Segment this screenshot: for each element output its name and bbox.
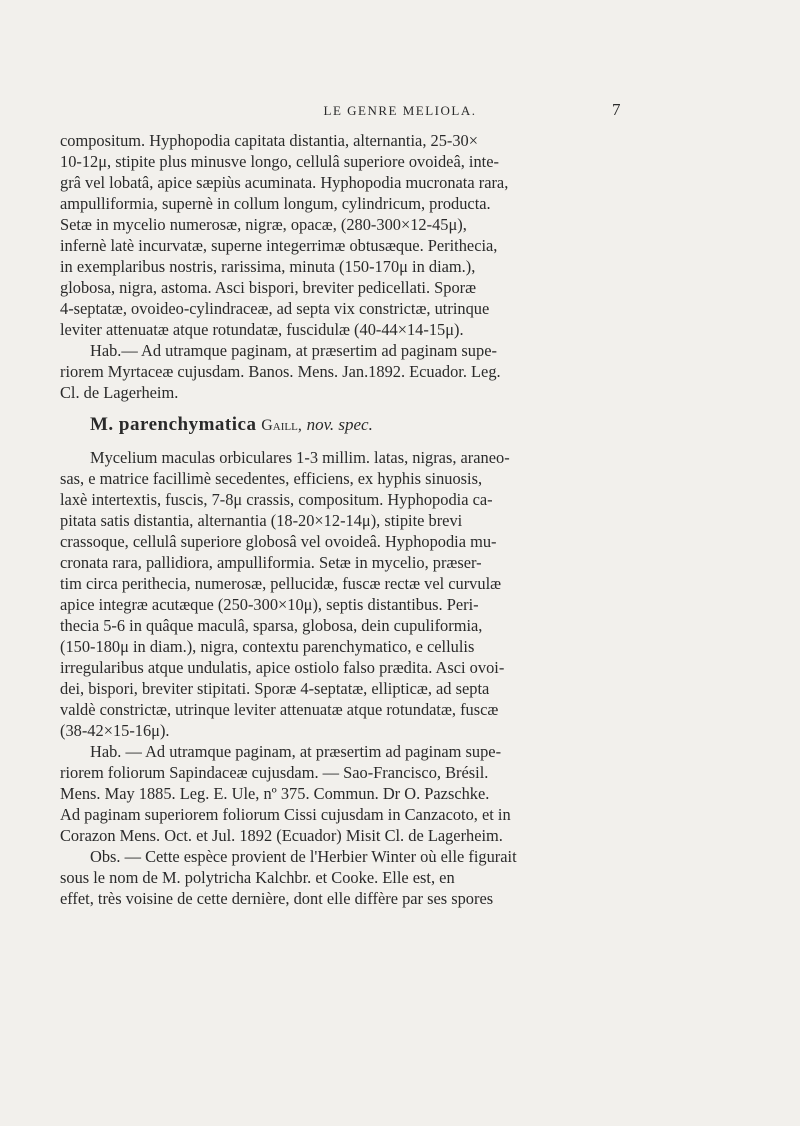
observation-line: Obs. — Cette espèce provient de l'Herbier Winter où elle figurait — [90, 847, 517, 866]
text-line: ampulliformia, supernè in collum longum, cylindricum, producta. — [60, 194, 491, 213]
text-line: crassoque, cellulâ superiore globosâ vel ovoideâ. Hyphopodia mu- — [60, 532, 497, 551]
text-line: apice integræ acutæque (250-300×10μ), septis distantibus. Peri- — [60, 595, 479, 614]
description-block-1 — [60, 130, 638, 403]
species-name: M. parenchymatica — [90, 414, 257, 435]
text-line: thecia 5-6 in quâque maculâ, sparsa, globosa, dein cupuliformia, — [60, 616, 483, 635]
page-number: 7 — [612, 100, 621, 119]
text-line: grâ vel lobatâ, apice sæpiùs acuminata. Hyphopodia mucronata rara, — [60, 173, 509, 192]
species-status: nov. spec. — [306, 415, 373, 434]
text-line: dei, bispori, breviter stipitati. Sporæ 4-septatæ, ellipticæ, ad septa — [60, 679, 490, 698]
species-heading — [60, 403, 638, 447]
text-line: riorem foliorum Sapindaceæ cujusdam. — Sao-Francisco, Brésil. — [60, 763, 489, 782]
text-line: compositum. Hyphopodia capitata distantia, alternantia, 25-30× — [60, 131, 478, 150]
text-line: (38-42×15-16μ). — [60, 721, 170, 740]
description-block-2 — [60, 447, 638, 909]
text-line: laxè intertextis, fuscis, 7-8μ crassis, compositum. Hyphopodia ca- — [60, 490, 493, 509]
body-text — [60, 130, 638, 909]
text-line: Mens. May 1885. Leg. E. Ule, nº 375. Commun. Dr O. Pazschke. — [60, 784, 490, 803]
text-line: 4-septatæ, ovoideo-cylindraceæ, ad septa vix constrictæ, utrinque — [60, 299, 490, 318]
text-line: cronata rara, pallidiora, ampulliformia. Setæ in mycelio, præser- — [60, 553, 482, 572]
text-line: valdè constrictæ, utrinque leviter attenuatæ atque rotundatæ, fuscæ — [60, 700, 499, 719]
text-line: riorem Myrtaceæ cujusdam. Banos. Mens. Jan.1892. Ecuador. Leg. — [60, 362, 501, 381]
text-line: in exemplaribus nostris, rarissima, minuta (150-170μ in diam.), — [60, 257, 476, 276]
running-title: LE GENRE MELIOLA. — [323, 103, 477, 118]
text-line: tim circa perithecia, numerosæ, pellucidæ, fuscæ rectæ vel curvulæ — [60, 574, 502, 593]
text-line: sous le nom de M. polytricha Kalchbr. et Cooke. Elle est, en — [60, 868, 455, 887]
species-author: Gaill, — [261, 417, 302, 434]
text-line: Mycelium maculas orbiculares 1-3 millim. latas, nigras, araneo- — [90, 448, 510, 467]
habitat-line: Hab.— Ad utramque paginam, at præsertim ad paginam supe- — [90, 341, 497, 360]
text-line: infernè latè incurvatæ, superne integerrimæ obtusæque. Perithecia, — [60, 236, 498, 255]
text-line: Cl. de Lagerheim. — [60, 383, 179, 402]
text-line: irregularibus atque undulatis, apice ostiolo falso prædita. Asci ovoi- — [60, 658, 505, 677]
text-line: Corazon Mens. Oct. et Jul. 1892 (Ecuador) Misit Cl. de Lagerheim. — [60, 826, 503, 845]
text-line: Ad paginam superiorem foliorum Cissi cujusdam in Canzacoto, et in — [60, 805, 511, 824]
text-line: globosa, nigra, astoma. Asci bispori, breviter pedicellati. Sporæ — [60, 278, 477, 297]
text-line: pitata satis distantia, alternantia (18-20×12-14μ), stipite brevi — [60, 511, 463, 530]
text-line: leviter attenuatæ atque rotundatæ, fuscidulæ (40-44×14-15μ). — [60, 320, 464, 339]
text-line: sas, e matrice facillimè secedentes, efficiens, ex hyphis sinuosis, — [60, 469, 483, 488]
text-line: Setæ in mycelio numerosæ, nigræ, opacæ, (280-300×12-45μ), — [60, 215, 467, 234]
text-line: (150-180μ in diam.), nigra, contextu parenchymatico, e cellulis — [60, 637, 475, 656]
text-line: effet, très voisine de cette dernière, dont elle diffère par ses spores — [60, 889, 494, 908]
text-line: 10-12μ, stipite plus minusve longo, cellulâ superiore ovoideâ, inte- — [60, 152, 499, 171]
habitat-line: Hab. — Ad utramque paginam, at præsertim ad paginam supe- — [90, 742, 502, 761]
